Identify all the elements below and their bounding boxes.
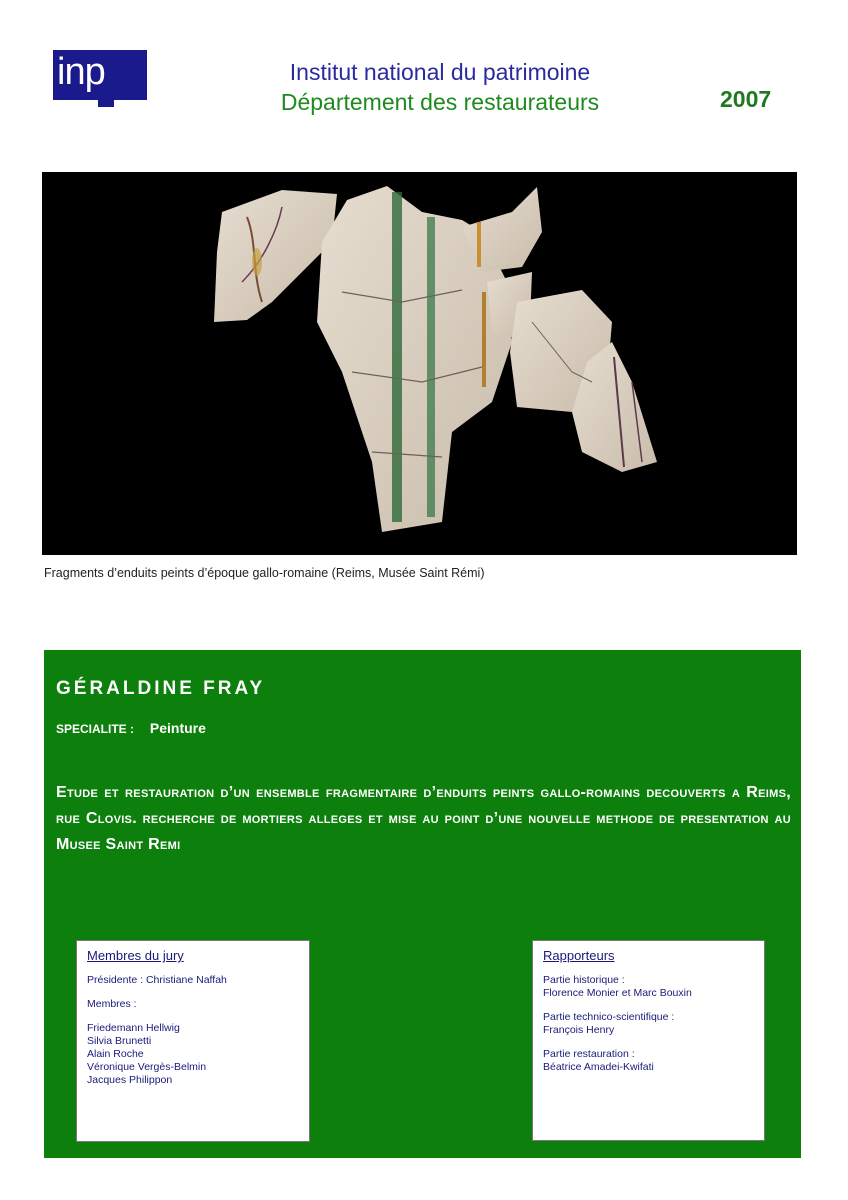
fragments-photo <box>42 172 797 555</box>
jury-member: Silvia Brunetti <box>87 1035 152 1047</box>
thesis-title: Etude et restauration d’un ensemble fragmentaire d’enduits peints gallo-romains decouverts a Reims, rue Clovis. recherche de mortiers alleges et mise au point d’une nouvelle methode de presentation au Musee Saint Remi <box>56 784 791 853</box>
logo-notch <box>98 98 114 107</box>
technico-names: François Henry <box>543 1024 615 1036</box>
specialty-value: Peinture <box>149 720 206 736</box>
rapporteurs-title: Rapporteurs <box>543 948 615 963</box>
specialty-label: SPECIALITE : <box>56 722 135 736</box>
thesis-panel <box>44 650 801 1158</box>
jury-president: Présidente : Christiane Naffah <box>87 974 227 986</box>
jury-member: Alain Roche <box>87 1048 144 1060</box>
photo-caption: Fragments d’enduits peints d’époque gallo-romaine (Reims, Musée Saint Rémi) <box>44 566 485 580</box>
technico-label: Partie technico-scientifique : <box>543 1011 675 1023</box>
rapporteurs-technico <box>543 1011 754 1037</box>
rapporteurs-box <box>532 940 765 1141</box>
historique-names: Florence Monier et Marc Bouxin <box>543 987 692 999</box>
rapporteurs-historique <box>543 974 754 1000</box>
year: 2007 <box>720 86 772 112</box>
rapporteurs-restauration <box>543 1048 754 1074</box>
fragments-illustration <box>42 172 797 555</box>
jury-member: Jacques Philippon <box>87 1074 173 1086</box>
jury-members-list <box>87 1022 299 1087</box>
jury-title: Membres du jury <box>87 948 184 963</box>
jury-box <box>76 940 310 1142</box>
restauration-names: Béatrice Amadei-Kwifati <box>543 1061 654 1073</box>
inp-logo: inp <box>53 50 147 100</box>
historique-label: Partie historique : <box>543 974 625 986</box>
department-name: Département des restaurateurs <box>280 89 600 115</box>
institute-name: Institut national du patrimoine <box>289 59 591 85</box>
author-name: GÉRALDINE FRAY <box>56 678 266 699</box>
jury-member: Friedemann Hellwig <box>87 1022 180 1034</box>
restauration-label: Partie restauration : <box>543 1048 635 1060</box>
specialty <box>56 720 206 736</box>
jury-members-label: Membres : <box>87 998 137 1010</box>
jury-member: Véronique Vergès-Belmin <box>87 1061 207 1073</box>
